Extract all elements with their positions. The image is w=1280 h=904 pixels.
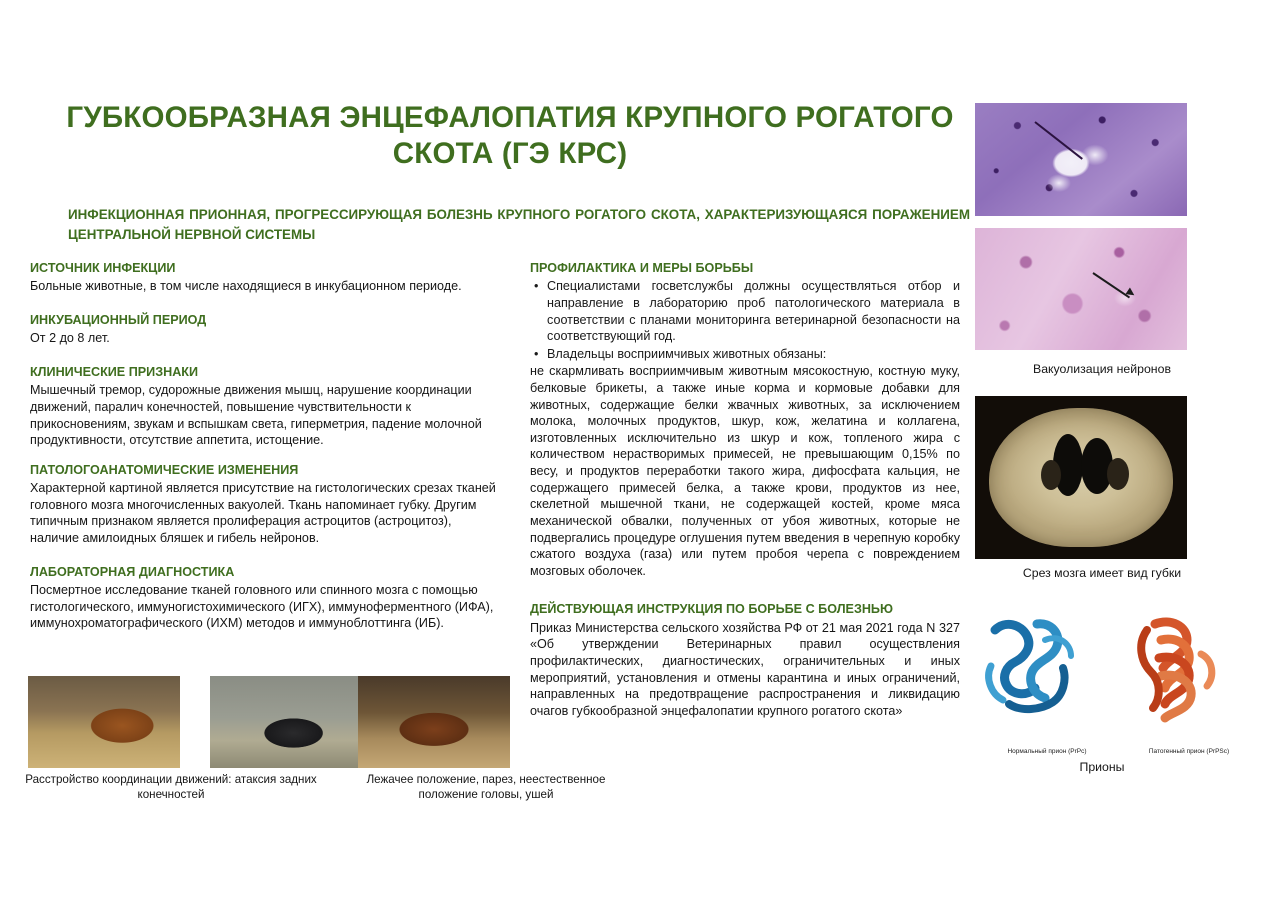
left-column — [30, 260, 500, 632]
list-item: • Специалистами госветслужбы должны осуществляться отбор и направление в лабораторию проб патологического материала в соответствии с планами мониторинга ветеринарной безопасности на соответствующий год. — [547, 278, 960, 344]
prion-svg — [975, 600, 1255, 750]
cow-photo-ataxia — [28, 676, 180, 768]
middle-column — [530, 260, 960, 719]
histology-image-bottom — [975, 228, 1187, 350]
histology-caption: Вакуолизация нейронов — [1033, 362, 1171, 376]
section-text-incubation: От 2 до 8 лет. — [30, 331, 110, 346]
section-text-instruction: Приказ Министерства сельского хозяйства РФ от 21 мая 2021 года N 327 «Об утверждении Ветеринарных правил осуществления профилактических, диагностических, ограничительных и иных мероприятий, установления и отмены карантина и иных ограничений, направленных на предотвращение распространения и ликвидацию очагов губкообразной энцефалопатии крупного рогатого скота» — [530, 620, 960, 718]
section-text-lab-diagnostics: Посмертное исследование тканей головного или спинного мозга с помощью гистологического, иммуногистохимического (ИГХ), иммуноферментного (ИФА), иммунохроматографического (ИХМ) методов и иммуноблоттинга (ИБ). — [30, 582, 494, 631]
spacer — [30, 547, 500, 564]
section-heading-incubation: ИНКУБАЦИОННЫЙ ПЕРИОД — [30, 312, 207, 327]
spacer — [30, 347, 500, 364]
pointer-arrow-icon — [1092, 272, 1130, 298]
page-title: ГУБКООБРАЗНАЯ ЭНЦЕФАЛОПАТИЯ КРУПНОГО РОГАТОГО СКОТА (ГЭ КРС) — [66, 101, 954, 170]
section-heading-source: ИСТОЧНИК ИНФЕКЦИИ — [30, 261, 176, 275]
section-heading-clinical-signs: КЛИНИЧЕСКИЕ ПРИЗНАКИ — [30, 364, 199, 379]
section-heading-pathology: ПАТОЛОГОАНАТОМИЧЕСКИЕ ИЗМЕНЕНИЯ — [30, 462, 299, 477]
prevention-bullet-list — [530, 278, 960, 362]
cow-photo-lying-brown — [358, 676, 510, 768]
list-item: • Владельцы восприимчивых животных обязаны: — [547, 346, 960, 363]
brain-section-caption: Срез мозга имеет вид губки — [1022, 566, 1182, 580]
section-text-clinical-signs: Мышечный тремор, судорожные движения мышц, нарушение координации движений, паралич конечностей, повышение чувствительности к прикосновениям, звукам и вспышкам света, гиперметрия, падение молочной продуктивности, отсутствие аппетита, истощение. — [30, 383, 482, 448]
brain-tissue — [989, 408, 1173, 547]
histology-image-top — [975, 103, 1187, 216]
cow-photo-lying-caption: Лежачее положение, парез, неестественное положение головы, ушей — [366, 773, 606, 802]
prion-label-pathological: Патогенный прион (PrPSc) — [1148, 748, 1230, 755]
page-subtitle: ИНФЕКЦИОННАЯ ПРИОННАЯ, ПРОГРЕССИРУЮЩАЯ БОЛЕЗНЬ КРУПНОГО РОГАТОГО СКОТА, ХАРАКТЕРИЗУЮЩАЯСЯ ПОРАЖЕНИЕМ ЦЕНТРАЛЬНОЙ НЕРВНОЙ СИСТЕМЫ — [68, 207, 970, 243]
section-heading-lab-diagnostics: ЛАБОРАТОРНАЯ ДИАГНОСТИКА — [30, 564, 235, 579]
brain-section-image — [975, 396, 1187, 559]
spacer — [30, 449, 500, 462]
cow-photo-ataxia-caption: Расстройство координации движений: атаксия задних конечностей — [25, 773, 317, 802]
prion-caption: Прионы — [1079, 760, 1125, 774]
section-heading-instruction: ДЕЙСТВУЮЩАЯ ИНСТРУКЦИЯ ПО БОРЬБЕ С БОЛЕЗНЬЮ — [530, 602, 893, 617]
prion-label-normal: Нормальный прион (PrPc) — [1007, 748, 1087, 755]
section-text-source: Больные животные, в том числе находящиеся в инкубационном периоде. — [30, 279, 462, 294]
spacer — [530, 579, 960, 596]
pathological-prion-shape — [1141, 622, 1212, 718]
section-text-pathology: Характерной картиной является присутствие на гистологических срезах тканей головного мозга многочисленных вакуолей. Ткань напоминает губку. Другим типичным признаком является пролиферация астроцитов (астроцитоз), наличие амилоидных бляшек и гибель нейронов. — [30, 481, 496, 545]
spacer — [30, 295, 500, 312]
section-heading-prevention: ПРОФИЛАКТИКА И МЕРЫ БОРЬБЫ — [530, 261, 754, 275]
normal-prion-shape — [989, 624, 1071, 709]
ventricle-horn-left — [1041, 460, 1061, 490]
ventricle-horn-right — [1107, 458, 1129, 490]
prevention-continuation-text: не скармливать восприимчивым животным мясокостную, костную муку, белковые брикеты, а также иные корма и кормовые добавки для животных, содержащие белки жвачных животных, за исключением молока, молочных продуктов, шкур, кож, желатина и коллагена, изготовленных исключительно из шкур и кож, топленого жира с количеством нерастворимых примесей, не превышающим 0,15% по весу, и продуктов переработки такого жира, дифосфата кальция, не содержащего примесей белка, а также крови, продуктов из нее, скелетной мышечной ткани, не содержащей костей, кроме мяса механической обвалки, полученных от убоя животных, которые не подвергались процедуре оглушения путем введения в черепную коробку сжатого воздуха (газа) или путем пробоя черепа с повреждением мозговых оболочек. — [530, 364, 960, 578]
cow-photo-lying-black — [210, 676, 362, 768]
